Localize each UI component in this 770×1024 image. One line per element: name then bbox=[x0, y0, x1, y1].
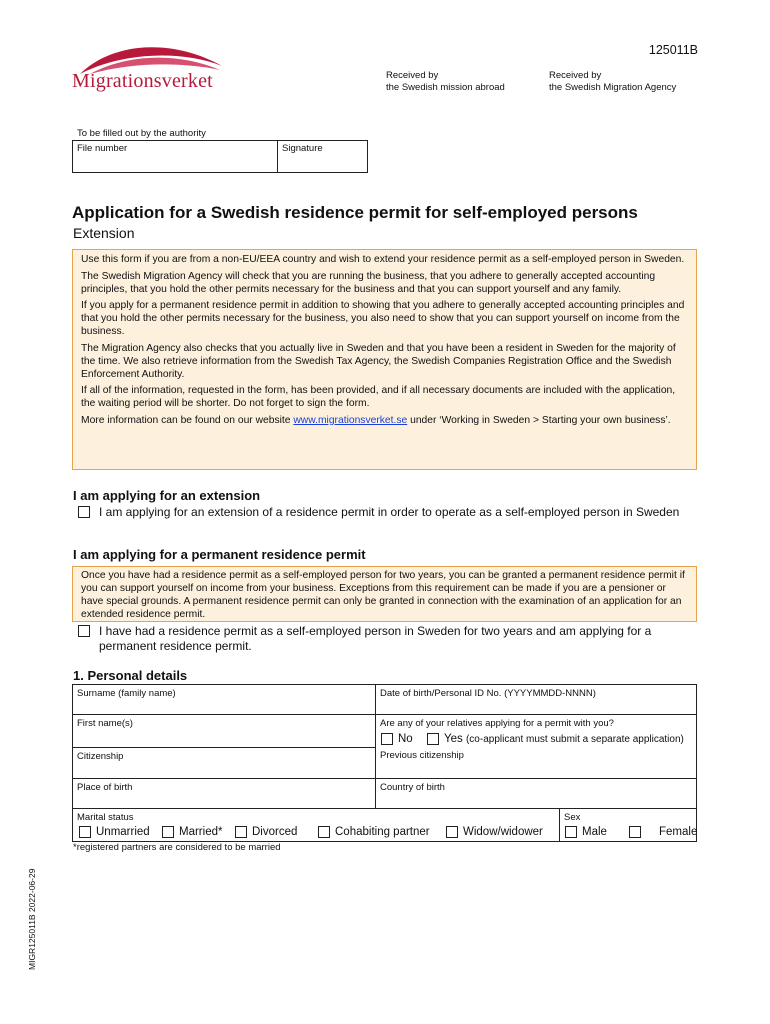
previous-citizenship-field[interactable]: Previous citizenship bbox=[376, 747, 696, 779]
marital-checkbox[interactable] bbox=[446, 826, 458, 838]
logo-text: Migrationsverket bbox=[72, 70, 213, 92]
intro-paragraph: More information can be found on our website www.migrationsverket.se under ‘Working in Sweden > Starting your own business’. bbox=[81, 414, 671, 426]
marital-option-divorced[interactable]: Divorced bbox=[235, 826, 297, 838]
received-mission-label: Received by the Swedish mission abroad bbox=[386, 70, 505, 93]
permanent-heading: I am applying for a permanent residence permit bbox=[73, 547, 366, 562]
file-number-field[interactable]: File number bbox=[73, 141, 278, 172]
relatives-question: Are any of your relatives applying for a permit with you? bbox=[380, 718, 614, 729]
website-link[interactable]: www.migrationsverket.se bbox=[293, 414, 408, 426]
personal-details-heading: 1. Personal details bbox=[73, 668, 188, 683]
sex-checkbox[interactable] bbox=[565, 826, 577, 838]
relatives-no-checkbox[interactable] bbox=[381, 733, 393, 745]
sex-checkbox[interactable] bbox=[629, 826, 641, 838]
personal-details-table bbox=[72, 684, 697, 842]
citizenship-field[interactable]: Citizenship bbox=[73, 747, 376, 779]
page-title: Application for a Swedish residence permit for self-employed persons bbox=[72, 203, 638, 222]
intro-paragraph: The Migration Agency also checks that you actually live in Sweden and that you have been a resident in Sweden for the majority of the time. We also retrieve information from the Swedish Tax Agency, the Swedish Companies Registration Office and the Swedish Enforcement Authority. bbox=[81, 342, 676, 380]
form-code: 125011B bbox=[648, 43, 698, 57]
authority-box bbox=[72, 140, 368, 173]
permanent-info-box: Once you have had a residence permit as a self-employed person for two years, you can be granted a permanent residence permit if you can support yourself on income from your business. Exceptions from this requirement can be made if you are a pensioner or have special grounds. A permanent residence permit can only be granted in connection with the examination of an application for an extended residence permit. bbox=[72, 566, 697, 622]
sex-option-male[interactable]: Male bbox=[565, 826, 607, 838]
page-subtitle: Extension bbox=[73, 225, 135, 241]
marital-checkbox[interactable] bbox=[318, 826, 330, 838]
migrationsverket-logo bbox=[72, 40, 232, 96]
relatives-yes-checkbox[interactable] bbox=[427, 733, 439, 745]
first-names-field[interactable]: First name(s) bbox=[73, 715, 376, 747]
marital-checkbox[interactable] bbox=[162, 826, 174, 838]
signature-field[interactable]: Signature bbox=[282, 143, 323, 154]
permanent-checkbox[interactable] bbox=[78, 625, 90, 637]
marital-status-field: Marital status bbox=[73, 809, 560, 841]
authority-caption: To be filled out by the authority bbox=[77, 128, 206, 139]
sex-field: Sex bbox=[564, 812, 581, 823]
country-of-birth-field[interactable]: Country of birth bbox=[376, 779, 696, 809]
marital-footnote: *registered partners are considered to be married bbox=[73, 842, 281, 853]
marital-option-married[interactable]: Married* bbox=[162, 826, 222, 838]
place-of-birth-field[interactable]: Place of birth bbox=[73, 779, 376, 809]
marital-option-cohabiting[interactable]: Cohabiting partner bbox=[318, 826, 430, 838]
intro-info-box bbox=[72, 249, 697, 470]
relatives-no-option[interactable]: No bbox=[381, 733, 413, 745]
extension-heading: I am applying for an extension bbox=[73, 488, 261, 503]
received-agency-label: Received by the Swedish Migration Agency bbox=[549, 70, 677, 93]
marital-option-unmarried[interactable]: Unmarried bbox=[79, 826, 150, 838]
intro-paragraph: If you apply for a permanent residence permit in addition to showing that you adhere to generally accepted accounting principles and that you hold the other permits necessary for the business, you also need to show that you can support yourself on income from the business. bbox=[81, 300, 685, 337]
extension-checkbox[interactable] bbox=[78, 506, 90, 518]
intro-paragraph: If all of the information, requested in the form, has been provided, and if all necessary documents are included with the application, the waiting period will be shorter. Do not forget to sign the form. bbox=[81, 385, 676, 409]
extension-option[interactable]: I am applying for an extension of a residence permit in order to operate as a self-employed person in Sweden bbox=[78, 505, 690, 520]
form-version-code: MIGR125011B 2022-06-29 bbox=[27, 868, 37, 970]
relatives-yes-option[interactable]: Yes (co-applicant must submit a separate application) bbox=[427, 733, 684, 745]
permanent-option[interactable]: I have had a residence permit as a self-employed person in Sweden for two years and am applying for a permanent residence permit. bbox=[78, 624, 690, 654]
marital-option-widow[interactable]: Widow/widower bbox=[446, 826, 543, 838]
marital-checkbox[interactable] bbox=[235, 826, 247, 838]
dob-field[interactable]: Date of birth/Personal ID No. (YYYYMMDD-NNNN) bbox=[376, 685, 696, 715]
sex-option-female[interactable]: Female bbox=[629, 826, 697, 838]
intro-paragraph: The Swedish Migration Agency will check that you are running the business, that you adhere to generally accepted accounting principles, that you hold the other permits necessary for the business and that you can support yourself and any family. bbox=[81, 270, 656, 295]
intro-paragraph: Use this form if you are from a non-EU/EEA country and wish to extend your residence permit as a self-employed person in Sweden. bbox=[81, 254, 685, 265]
surname-field[interactable]: Surname (family name) bbox=[73, 685, 376, 715]
marital-checkbox[interactable] bbox=[79, 826, 91, 838]
